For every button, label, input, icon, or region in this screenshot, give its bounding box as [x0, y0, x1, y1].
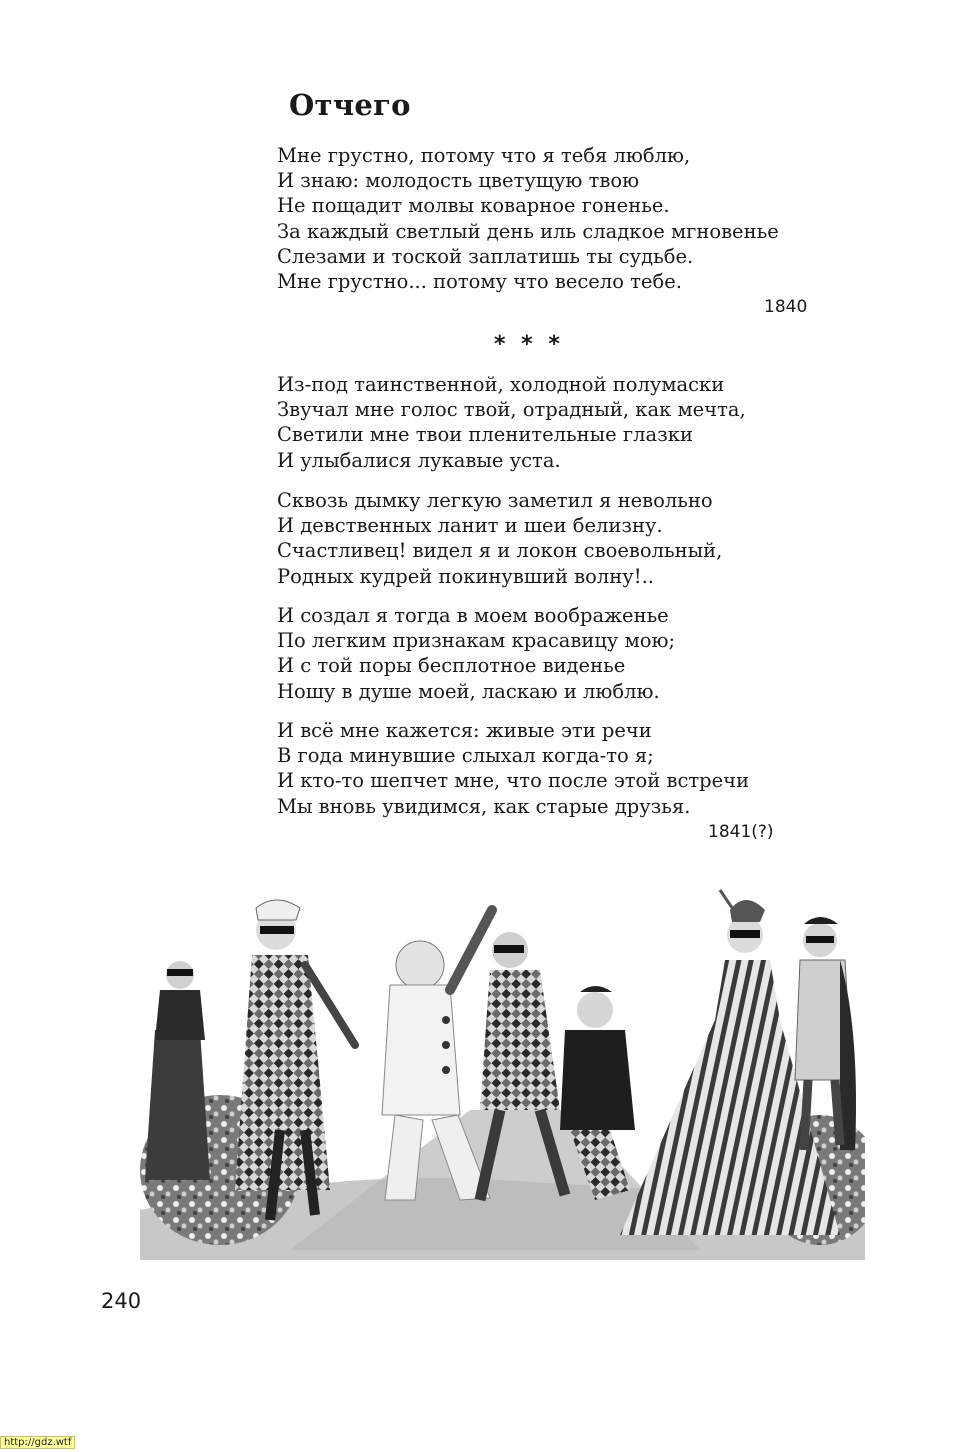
poem1-year: 1840 — [764, 297, 808, 317]
poem-line: И улыбалися лукавые уста. — [277, 448, 561, 472]
poem-line: И кто-то шепчет мне, что после этой встречи — [277, 769, 750, 793]
poem2-year: 1841(?) — [708, 822, 774, 842]
poem-line: Звучал мне голос твой, отрадный, как мечта, — [277, 398, 746, 422]
poem2-heading: * * * — [494, 332, 564, 357]
poem-line: Слезами и тоской заплатишь ты судьбе. — [277, 244, 694, 268]
poem1-stanza — [277, 143, 779, 294]
poem-line: За каждый светлый день иль сладкое мгновенье — [277, 219, 779, 243]
poem-line: И создал я тогда в моем воображенье — [277, 604, 669, 627]
poem-line: Мы вновь увидимся, как старые друзья. — [277, 794, 691, 818]
poem-line: Счастливец! видел я и локон своевольный, — [277, 539, 723, 563]
masquerade-illustration — [140, 880, 865, 1260]
poem-line: По легким признакам красавицу мою; — [277, 629, 676, 653]
poem2-stanza-4 — [277, 718, 749, 819]
poem-line: Мне грустно, потому что я тебя люблю, — [277, 144, 691, 167]
poem-line: Из-под таинственной, холодной полумаски — [277, 373, 725, 396]
poem-line: В года минувшие слыхал когда-то я; — [277, 744, 654, 768]
poem2-stanza-2 — [277, 488, 722, 589]
poem-line: Родных кудрей покинувший волну!.. — [277, 564, 654, 588]
poem-line: Светили мне твои пленительные глазки — [277, 423, 693, 447]
poem-line: Ношу в душе моей, ласкаю и люблю. — [277, 679, 660, 703]
poem-line: И с той поры бесплотное виденье — [277, 654, 626, 678]
poem-line: И знаю: молодость цветущую твою — [277, 169, 640, 193]
poem2-stanza-1 — [277, 372, 746, 473]
poem-line: Не пощадит молвы коварное гоненье. — [277, 194, 670, 218]
poem-line: И всё мне кажется: живые эти речи — [277, 719, 652, 742]
watermark-link[interactable]: http://gdz.wtf — [0, 1436, 75, 1449]
poem-line: Мне грустно... потому что весело тебе. — [277, 270, 682, 294]
poem-line: И девственных ланит и шеи белизну. — [277, 514, 663, 538]
page-number: 240 — [101, 1289, 142, 1313]
poem-title: Отчего — [289, 88, 411, 122]
poem2-stanza-3 — [277, 603, 675, 704]
poem-line: Сквозь дымку легкую заметил я невольно — [277, 489, 713, 512]
